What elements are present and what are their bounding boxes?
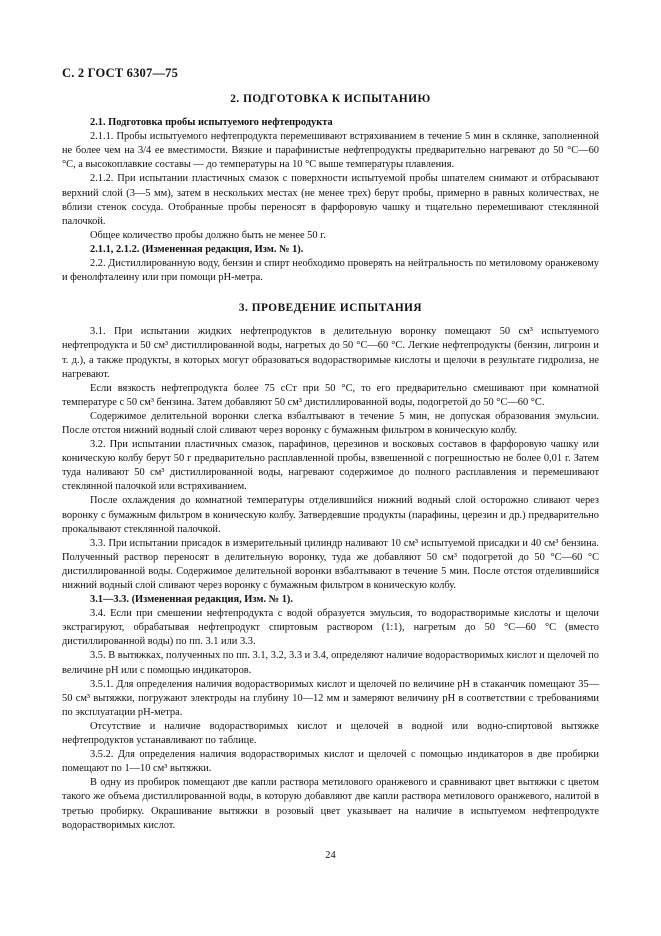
- page-content: [62, 92, 599, 833]
- paragraph-3-3: 3.3. При испытании присадок в измерительный цилиндр наливают 10 см³ испытуемой присадки и 40 см³ бензина. Полученный раствор переносят в делительную воронку, туда же добавляют 50 см³ подогретой до 50 °С—60 °С дистиллированной воды. Содержимое делительной воронки взбалтывают в течение 5 мин. После отстоя отделившийся нижний водный слой сливают через воронку с бумажным фильтром в коническую колбу.: [62, 537, 599, 591]
- paragraph-3-2: 3.2. При испытании пластичных смазок, парафинов, церезинов и восковых составов в фарфоровую чашку или коническую колбу берут 50 г предварительно расплавленной пробы, взвешенной с погрешностью не более 0,01 г. Затем туда наливают 50 см³ дистиллированной воды, нагревают содержимое до полного расплавления и перемешивают стеклянной палочкой или встряхиванием.: [62, 439, 599, 493]
- amendment-note-2: 3.1—3.3. (Измененная редакция, Изм. № 1).: [90, 594, 293, 606]
- paragraph-3-1-shaking: Содержимое делительной воронки слегка взбалтывают в течение 5 мин, не допуская образования эмульсии. После отстоя нижний водный слой сливают через воронку с бумажным фильтром в коническую колбу.: [62, 410, 599, 436]
- paragraph-2-2: 2.2. Дистиллированную воду, бензин и спирт необходимо проверять на нейтральность по метиловому оранжевому и фенолфталеину или при помощи рН-метра.: [62, 258, 599, 284]
- section-3-title: 3. ПРОВЕДЕНИЕ ИСПЫТАНИЯ: [238, 302, 423, 315]
- paragraph-2-1-2: 2.1.2. При испытании пластичных смазок с поверхности испытуемой пробы шпателем снимают и отбрасывают верхний слой (3—5 мм), затем в нескольких местах (не менее трех) берут пробы, примерно в равных количествах, не вблизи стенок сосуда. Отобранные пробы переносят в фарфоровую чашку и тщательно перемешивают стеклянной палочкой.: [62, 173, 599, 227]
- paragraph-3-5-1: 3.5.1. Для определения наличия водорастворимых кислот и щелочей по величине рН в стаканчик помещают 35—50 см³ вытяжки, погружают электроды на глубину 10—12 мм и замеряют величину рН в соответствии с требованиями по эксплуатации рН-метра.: [62, 678, 599, 718]
- section-2-title: 2. ПОДГОТОВКА К ИСПЫТАНИЮ: [230, 93, 431, 105]
- paragraph-sample-total: Общее количество пробы должно быть не менее 50 г.: [90, 229, 326, 241]
- running-head: С. 2 ГОСТ 6307—75: [62, 66, 179, 80]
- paragraph-3-5: 3.5. В вытяжках, полученных по пп. 3.1, 3.2, 3.3 и 3.4, определяют наличие водорастворимых кислот и щелочей по величине рН или с помощью индикаторов.: [62, 650, 599, 676]
- page-number: 24: [325, 850, 336, 861]
- paragraph-3-5-1-table-ref: Отсутствие и наличие водорастворимых кислот и щелочей в водной или водно-спиртовой вытяжке нефтепродуктов устанавливают по таблице.: [62, 720, 599, 747]
- paragraph-3-1-viscosity: Если вязкость нефтепродукта более 75 сСт при 50 °С, то его предварительно смешивают при комнатной температуре с 50 см³ бензина. Затем добавляют 50 см³ дистиллированной воды, подогретой до 50 °С—60 °С.: [62, 382, 599, 408]
- paragraph-3-5-2-methyl-orange: В одну из пробирок помещают две капли раствора метилового оранжевого и сравнивают цвет вытяжки с цветом такого же объема дистиллированной воды, в которую добавляют две капли раствора метилового оранжевого, налитой в третью пробирку. Окрашивание вытяжки в розовый цвет указывает на наличие в испытуемом нефтепродукте водорастворимых кислот.: [62, 777, 599, 831]
- paragraph-3-1: 3.1. При испытании жидких нефтепродуктов в делительную воронку помещают 50 см³ испытуемого нефтепродукта и 50 см³ дистиллированной воды, нагретых до 50 °С—60 °С. Легкие нефтепродукты (бензин, лигроин и т. д.), а также продукты, в которых могут образоваться водорастворимые кислоты и щелочи в результате гидролиза, не нагревают.: [62, 326, 599, 380]
- paragraph-3-2-cooling: После охлаждения до комнатной температуры отделившийся нижний водный слой осторожно сливают через воронку с бумажным фильтром в коническую колбу. Затвердевшие продукты (парафины, церезин и др.) предварительно прокалывают стеклянной палочкой.: [62, 495, 599, 535]
- paragraph-3-5-2: 3.5.2. Для определения наличия водорастворимых кислот и щелочей с помощью индикаторов в две пробирки помещают по 1—10 см³ вытяжки.: [62, 749, 599, 775]
- subsection-2-1-title: 2.1. Подготовка пробы испытуемого нефтепродукта: [90, 117, 333, 129]
- paragraph-3-4: 3.4. Если при смешении нефтепродукта с водой образуется эмульсия, то водорастворимые кислоты и щелочи экстрагируют, обрабатывая нефтепродукт спиртовым раствором (1:1), нагретым до 50 °С—60 °С (вместо дистиллированной воды) по пп. 3.1 или 3.3.: [62, 608, 599, 648]
- amendment-note-1: 2.1.1, 2.1.2. (Измененная редакция, Изм. № 1).: [90, 243, 304, 255]
- paragraph-2-1-1: 2.1.1. Пробы испытуемого нефтепродукта перемешивают встряхиванием в течение 5 мин в склянке, заполненной не более чем на 3/4 ее вместимости. Вязкие и парафинистые нефтепродукты предварительно нагревают до 50 °С—60 °С, а высокоплавкие составы — до температуры на 10 °С выше температуры плавления.: [62, 131, 599, 171]
